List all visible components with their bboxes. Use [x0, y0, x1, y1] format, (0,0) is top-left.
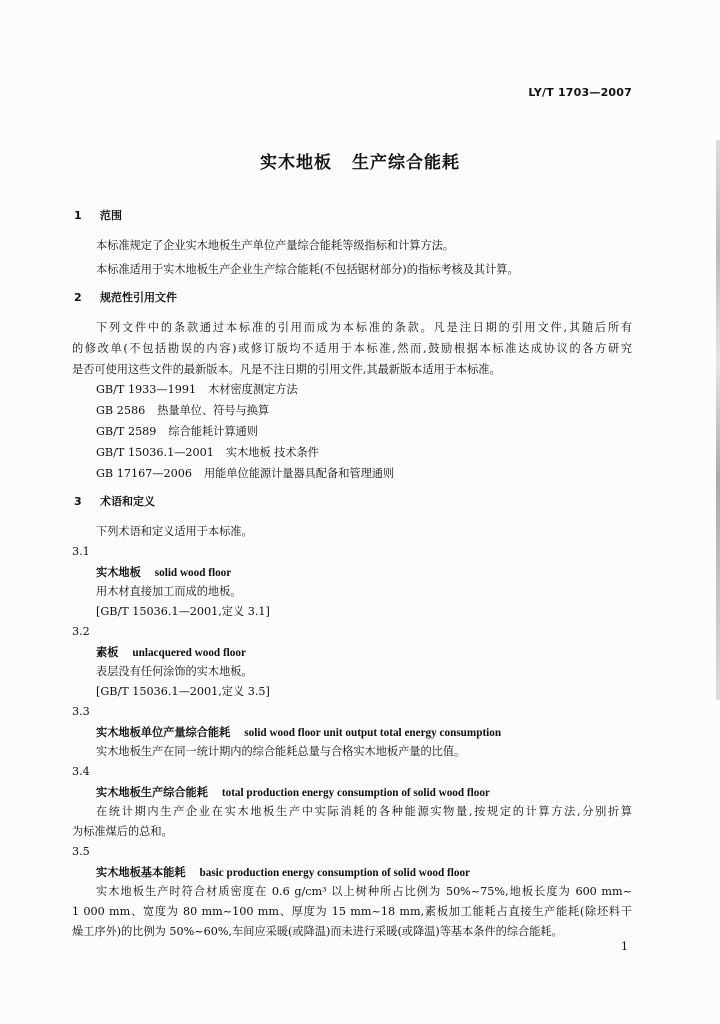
- paragraph: 本标准规定了企业实木地板生产单位产量综合能耗等级指标和计算方法。: [96, 239, 455, 252]
- reference-item: [96, 403, 269, 419]
- section-title: 规范性引用文件: [100, 291, 177, 304]
- term-heading: [96, 564, 231, 581]
- term-definition: 用木材直接加工而成的地板。: [96, 585, 242, 598]
- term-heading: [96, 784, 490, 801]
- clause-number: 3.1: [72, 545, 90, 558]
- term-heading: [96, 864, 470, 881]
- paragraph: 下列术语和定义适用于本标准。: [96, 525, 253, 538]
- reference-title: 木材密度测定方法: [208, 383, 298, 396]
- section-3-heading: [74, 494, 155, 510]
- reference-item: [96, 466, 394, 482]
- paragraph-line: 下列文件中的条款通过本标准的引用而成为本标准的条款。凡是注日期的引用文件,其随后所有: [96, 321, 632, 334]
- term-chinese: 实木地板单位产量综合能耗: [96, 725, 231, 739]
- section-title: 范围: [100, 209, 122, 222]
- term-definition-line: 实木地板生产时符合材质密度在 0.6 g/cm³ 以上树种所占比例为 50%~75%,地板长度为 600 mm~: [96, 885, 632, 898]
- term-english: solid wood floor: [154, 567, 232, 579]
- clause-number: 3.4: [72, 765, 90, 778]
- term-english: total production energy consumption of solid wood floor: [221, 787, 490, 799]
- reference-title: 综合能耗计算通则: [168, 425, 258, 438]
- term-definition-line: 为标准煤后的总和。: [72, 825, 173, 838]
- reference-item: [96, 424, 258, 440]
- term-source: [GB/T 15036.1—2001,定义 3.1]: [96, 605, 270, 618]
- term-english: unlacquered wood floor: [132, 647, 246, 659]
- term-definition-line: 1 000 mm、宽度为 80 mm~100 mm、厚度为 15 mm~18 mm,素板加工能耗占直接生产能耗(除坯料干: [72, 905, 632, 918]
- standard-code: LY/T 1703—2007: [528, 86, 632, 99]
- paragraph-line: 是否可使用这些文件的最新版本。凡是不注日期的引用文件,其最新版本适用于本标准。: [72, 363, 501, 376]
- term-english: solid wood floor unit output total energy consumption: [244, 727, 502, 739]
- reference-code: GB/T 15036.1—2001: [96, 446, 214, 459]
- term-definition: 实木地板生产在同一统计期内的综合能耗总量与合格实木地板产量的比值。: [96, 745, 466, 758]
- reference-title: 用能单位能源计量器具配备和管理通则: [203, 467, 395, 480]
- clause-number: 3.5: [72, 845, 90, 858]
- term-definition: 表层没有任何涂饰的实木地板。: [96, 665, 253, 678]
- title-part-2: 生产综合能耗: [352, 153, 460, 173]
- title-part-1: 实木地板: [260, 153, 332, 173]
- term-heading: [96, 724, 501, 741]
- section-number: 1: [74, 209, 82, 222]
- term-chinese: 实木地板生产综合能耗: [96, 785, 208, 799]
- section-1-heading: [74, 208, 122, 224]
- section-number: 3: [74, 495, 82, 508]
- reference-title: 实木地板 技术条件: [225, 446, 319, 459]
- term-source: [GB/T 15036.1—2001,定义 3.5]: [96, 685, 270, 698]
- section-2-heading: [74, 290, 177, 306]
- term-chinese: 实木地板基本能耗: [96, 865, 186, 879]
- reference-code: GB 2586: [96, 404, 146, 417]
- reference-item: [96, 382, 298, 398]
- reference-code: GB 17167—2006: [96, 467, 192, 480]
- term-chinese: 实木地板: [96, 565, 141, 579]
- paragraph: 本标准适用于实木地板生产企业生产综合能耗(不包括锯材部分)的指标考核及其计算。: [96, 263, 519, 276]
- term-definition-line: 燥工序外)的比例为 50%~60%,车间应采暖(或降温)而未进行采暖(或降温)等基本条件的综合能耗。: [72, 925, 563, 938]
- section-number: 2: [74, 291, 82, 304]
- page-number: 1: [621, 940, 628, 953]
- reference-code: GB/T 1933—1991: [96, 383, 197, 396]
- paragraph-line: 的修改单(不包括勘误的内容)或修订版均不适用于本标准,然而,鼓励根据本标准达成协议的各方研究: [72, 342, 632, 355]
- reference-title: 热量单位、符号与换算: [157, 404, 270, 417]
- clause-number: 3.3: [72, 705, 90, 718]
- scan-edge-shadow: [716, 140, 720, 700]
- section-title: 术语和定义: [100, 495, 155, 508]
- clause-number: 3.2: [72, 625, 90, 638]
- term-chinese: 素板: [96, 645, 119, 659]
- reference-item: [96, 445, 319, 461]
- term-definition-line: 在统计期内生产企业在实木地板生产中实际消耗的各种能源实物量,按规定的计算方法,分别折算: [96, 805, 632, 818]
- reference-code: GB/T 2589: [96, 425, 157, 438]
- term-heading: [96, 644, 246, 661]
- document-title: [0, 148, 720, 173]
- term-english: basic production energy consumption of solid wood floor: [199, 867, 471, 879]
